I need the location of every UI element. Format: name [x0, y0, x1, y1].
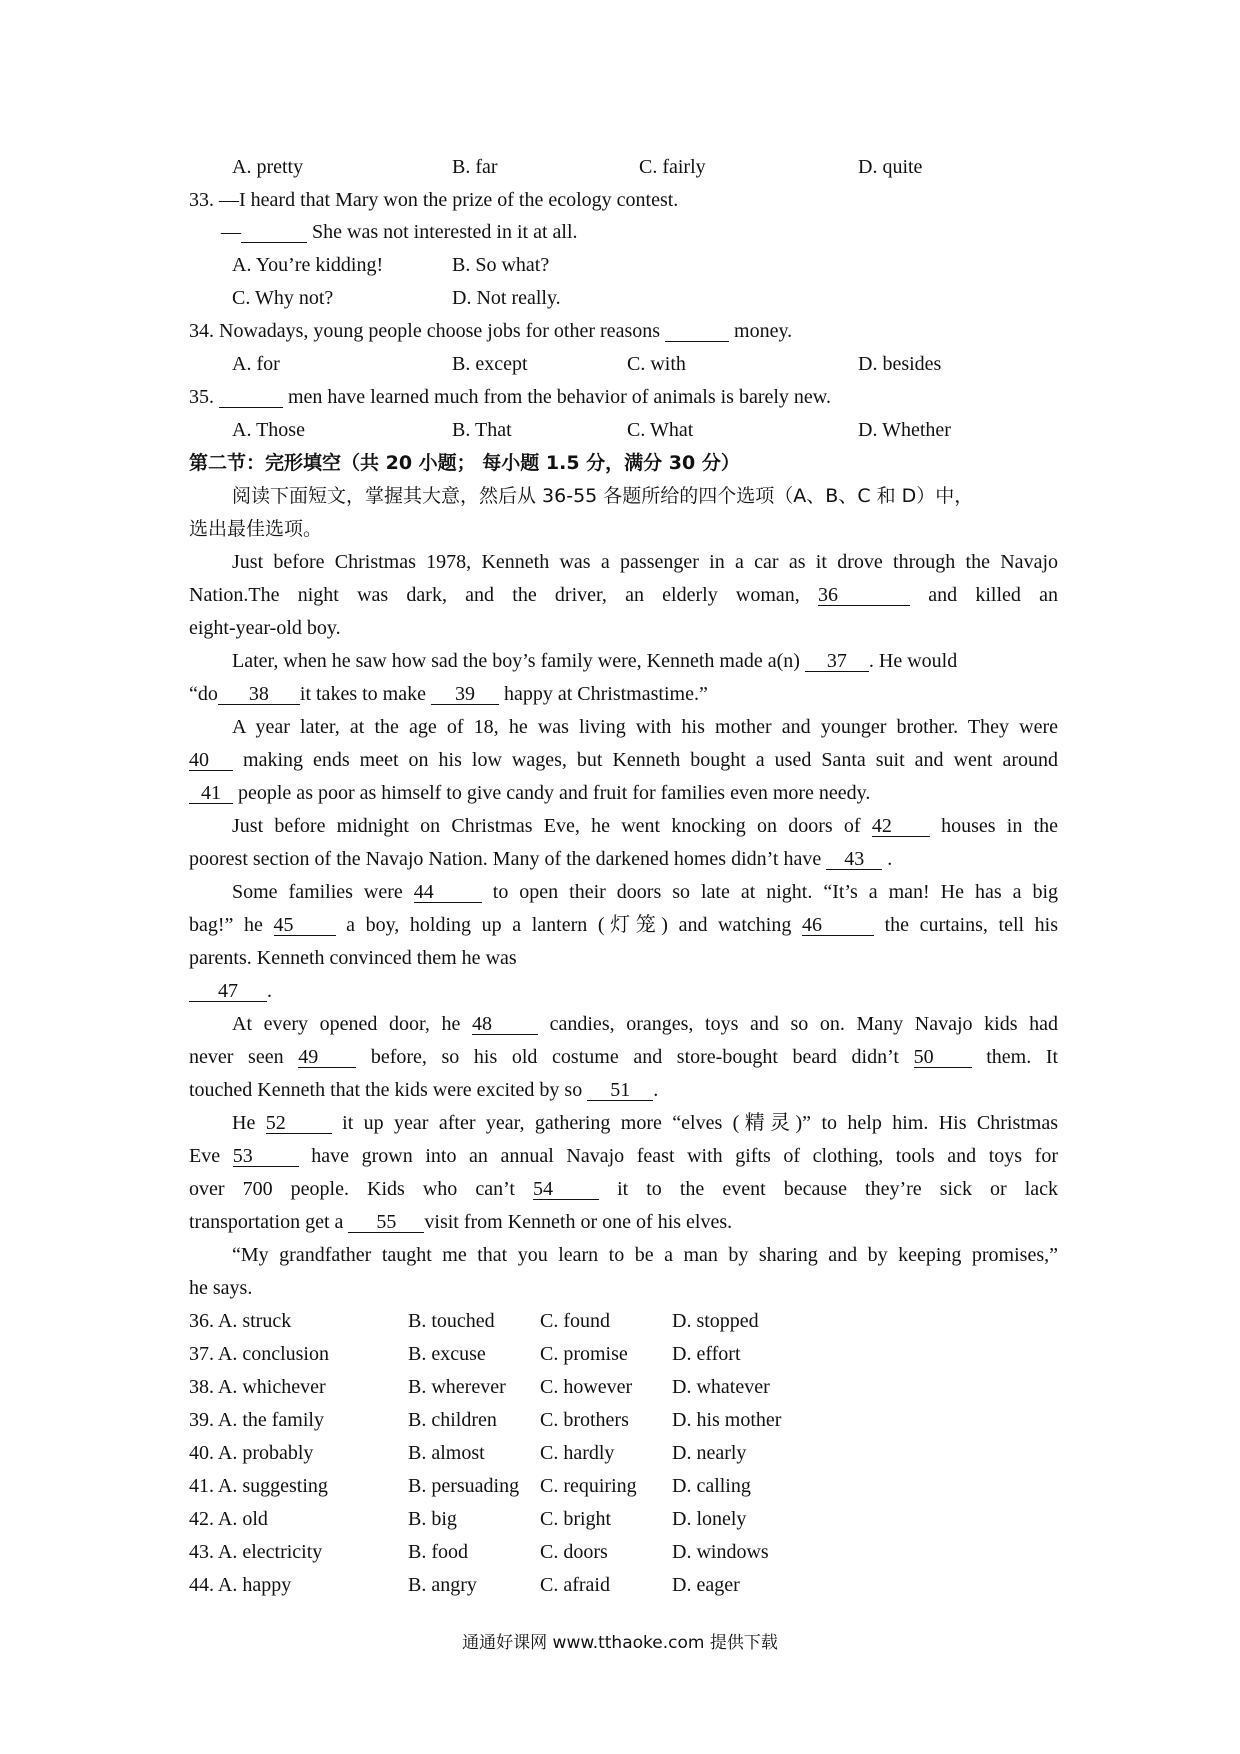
q34-option-c: C. with — [627, 353, 686, 375]
text-run: . — [267, 980, 272, 1002]
q41-option-d: D. calling — [672, 1475, 751, 1497]
text-run: it up year after year, gathering more “elves (精灵)” to help him. His Christmas — [342, 1112, 1059, 1134]
blank-41: 41 — [189, 783, 233, 804]
q40-option-b: B. almost — [408, 1442, 485, 1464]
text-run: . — [653, 1079, 659, 1101]
text-run: Later, when he saw how sad the boy’s family were, Kenneth made a(n) — [232, 650, 805, 672]
blank-46: 46 — [802, 915, 874, 936]
q35-option-d: D. Whether — [858, 419, 951, 441]
blank-45: 45 — [274, 915, 336, 936]
q33-reply-dash: — — [221, 221, 241, 243]
text-run: it to the event because they’re sick or lack — [617, 1178, 1059, 1200]
q38-option-d: D. whatever — [672, 1376, 770, 1398]
q44-option-a: 44. A. happy — [189, 1574, 292, 1596]
q33-option-a: A. You’re kidding! — [232, 254, 384, 276]
text-run: Just before midnight on Christmas Eve, he went knocking on doors of — [232, 815, 872, 837]
passage-p5-line1 — [232, 880, 1058, 904]
blank-36: 36 — [818, 585, 910, 606]
q44-option-d: D. eager — [672, 1574, 740, 1596]
passage-p3-line3 — [189, 781, 870, 805]
blank-38: 38 — [218, 684, 300, 705]
q35-after: men have learned much from the behavior of animals is barely new. — [283, 386, 831, 408]
passage-p3-line2 — [189, 748, 1058, 772]
q33-blank — [241, 222, 307, 243]
q34-before: 34. Nowadays, young people choose jobs for other reasons — [189, 320, 666, 342]
blank-54: 54 — [533, 1179, 599, 1200]
passage-p7-line4 — [189, 1210, 732, 1234]
passage-p1-line3: eight-year-old boy. — [189, 617, 341, 639]
passage-p1-line2 — [189, 583, 1058, 607]
q33-option-b: B. So what? — [452, 254, 550, 276]
q35-option-b: B. That — [452, 419, 512, 441]
blank-37: 37 — [805, 651, 869, 672]
text-run: making ends meet on his low wages, but Kenneth bought a used Santa suit and went around — [233, 749, 1058, 771]
text-run: He — [232, 1112, 256, 1134]
q37-option-b: B. excuse — [408, 1343, 486, 1365]
text-run: houses in the — [941, 815, 1059, 837]
text-run: Nation.The night was dark, and the driver, an elderly woman, — [189, 584, 800, 606]
blank-42: 42 — [872, 816, 930, 837]
blank-48: 48 — [472, 1014, 538, 1035]
text-run: “do — [189, 683, 218, 705]
passage-p7-line1 — [232, 1111, 1058, 1135]
q41-option-a: 41. A. suggesting — [189, 1475, 328, 1497]
text-run: and killed an — [928, 584, 1059, 606]
passage-p2-line1 — [232, 649, 957, 673]
q34-option-a: A. for — [232, 353, 280, 375]
q43-option-b: B. food — [408, 1541, 468, 1563]
text-run: happy at Christmastime.” — [498, 683, 708, 705]
q33-option-c: C. Why not? — [232, 287, 334, 309]
q39-option-c: C. brothers — [540, 1409, 629, 1431]
passage-p5-line4 — [189, 979, 272, 1003]
passage-p2-line2 — [189, 682, 708, 706]
passage-p7-line3 — [189, 1177, 1058, 1201]
text-run: it takes to make — [299, 683, 431, 705]
q35-stem — [189, 385, 831, 409]
section-instruction-line2: 选出最佳选项。 — [189, 518, 323, 540]
page-footer: 通通好课网 www.tthaoke.com 提供下载 — [462, 1633, 778, 1653]
text-run: At every opened door, he — [232, 1013, 472, 1035]
text-run: Eve — [189, 1145, 221, 1167]
q35-option-c: C. What — [627, 419, 694, 441]
q38-option-a: 38. A. whichever — [189, 1376, 326, 1398]
q44-option-c: C. afraid — [540, 1574, 610, 1596]
passage-p4-line2 — [189, 847, 892, 871]
passage-p1-line1: Just before Christmas 1978, Kenneth was a passenger in a car as it drove through the Navajo — [232, 551, 1058, 573]
q38-option-c: C. however — [540, 1376, 633, 1398]
q37-option-a: 37. A. conclusion — [189, 1343, 329, 1365]
q35-num: 35. — [189, 386, 219, 408]
q37-option-d: D. effort — [672, 1343, 741, 1365]
q33-reply-text: She was not interested in it at all. — [307, 221, 578, 243]
q32-option-c: C. fairly — [639, 156, 706, 178]
passage-p5-line3: parents. Kenneth convinced them he was — [189, 947, 517, 969]
q42-option-a: 42. A. old — [189, 1508, 268, 1530]
q44-option-b: B. angry — [408, 1574, 477, 1596]
text-run: poorest section of the Navajo Nation. Many of the darkened homes didn’t have — [189, 848, 827, 870]
passage-p8-line1: “My grandfather taught me that you learn to be a man by sharing and by keeping promises,” — [232, 1244, 1058, 1266]
text-run: to open their doors so late at night. “It’s a man! He has a big — [492, 881, 1059, 903]
q41-option-b: B. persuading — [408, 1475, 520, 1497]
text-run: a boy, holding up a lantern (灯笼) and watching — [346, 914, 792, 936]
q36-option-b: B. touched — [408, 1310, 495, 1332]
text-run: Some families were — [232, 881, 414, 903]
blank-51: 51 — [587, 1080, 653, 1101]
q33-stem: 33. —I heard that Mary won the prize of the ecology contest. — [189, 189, 679, 211]
q40-option-c: C. hardly — [540, 1442, 615, 1464]
q39-option-d: D. his mother — [672, 1409, 782, 1431]
passage-p3-line1: A year later, at the age of 18, he was living with his mother and younger brother. They were — [232, 716, 1058, 738]
q35-option-a: A. Those — [232, 419, 305, 441]
q40-option-d: D. nearly — [672, 1442, 747, 1464]
q36-option-d: D. stopped — [672, 1310, 759, 1332]
text-run: the curtains, tell his — [884, 914, 1059, 936]
q32-option-a: A. pretty — [232, 156, 304, 178]
q43-option-d: D. windows — [672, 1541, 769, 1563]
text-run: candies, oranges, toys and so on. Many Navajo kids had — [549, 1013, 1058, 1035]
section-instruction-line1: 阅读下面短文，掌握其大意，然后从 36-55 各题所给的四个选项（A、B、C 和 D）中， — [232, 485, 974, 507]
passage-p5-line2 — [189, 913, 1058, 937]
blank-52: 52 — [266, 1113, 332, 1134]
q38-option-b: B. wherever — [408, 1376, 506, 1398]
text-run: . — [882, 848, 893, 870]
text-run: visit from Kenneth or one of his elves. — [424, 1211, 733, 1233]
q35-blank — [219, 387, 283, 408]
blank-39: 39 — [431, 684, 499, 705]
passage-p6-line2 — [189, 1045, 1058, 1069]
blank-47: 47 — [189, 981, 267, 1002]
q39-option-a: 39. A. the family — [189, 1409, 324, 1431]
q34-after: money. — [729, 320, 793, 342]
text-run: transportation get a — [189, 1211, 349, 1233]
passage-p6-line1 — [232, 1012, 1058, 1036]
q33-option-d: D. Not really. — [452, 287, 561, 309]
section-title: 第二节：完形填空（共 20 小题； 每小题 1.5 分，满分 30 分） — [189, 452, 740, 474]
q34-stem — [189, 319, 792, 343]
q39-option-b: B. children — [408, 1409, 497, 1431]
q33-reply — [221, 220, 578, 244]
q34-option-d: D. besides — [858, 353, 942, 375]
text-run: touched Kenneth that the kids were excited by so — [189, 1079, 588, 1101]
text-run: them. It — [986, 1046, 1059, 1068]
blank-49: 49 — [298, 1047, 356, 1068]
text-run: have grown into an annual Navajo feast with gifts of clothing, tools and toys for — [311, 1145, 1058, 1167]
blank-40: 40 — [189, 750, 233, 771]
blank-53: 53 — [233, 1146, 299, 1167]
blank-50: 50 — [914, 1047, 972, 1068]
blank-43: 43 — [826, 849, 882, 870]
q43-option-a: 43. A. electricity — [189, 1541, 323, 1563]
q43-option-c: C. doors — [540, 1541, 608, 1563]
q40-option-a: 40. A. probably — [189, 1442, 314, 1464]
q36-option-a: 36. A. struck — [189, 1310, 292, 1332]
blank-55: 55 — [348, 1212, 424, 1233]
q42-option-b: B. big — [408, 1508, 457, 1530]
text-run: . He would — [868, 650, 958, 672]
q41-option-c: C. requiring — [540, 1475, 637, 1497]
q34-option-b: B. except — [452, 353, 528, 375]
text-run: over 700 people. Kids who can’t — [189, 1178, 515, 1200]
q32-option-d: D. quite — [858, 156, 923, 178]
q34-blank — [665, 321, 729, 342]
q37-option-c: C. promise — [540, 1343, 628, 1365]
text-run: never seen — [189, 1046, 284, 1068]
text-run: bag!” he — [189, 914, 263, 936]
passage-p8-line2: he says. — [189, 1277, 253, 1299]
q42-option-c: C. bright — [540, 1508, 612, 1530]
q42-option-d: D. lonely — [672, 1508, 747, 1530]
text-run: before, so his old costume and store-bought beard didn’t — [370, 1046, 899, 1068]
blank-44: 44 — [414, 882, 482, 903]
passage-p6-line3 — [189, 1078, 658, 1102]
passage-p4-line1 — [232, 814, 1058, 838]
text-run: people as poor as himself to give candy and fruit for families even more needy. — [233, 782, 871, 804]
q32-option-b: B. far — [452, 156, 498, 178]
q36-option-c: C. found — [540, 1310, 610, 1332]
passage-p7-line2 — [189, 1144, 1058, 1168]
